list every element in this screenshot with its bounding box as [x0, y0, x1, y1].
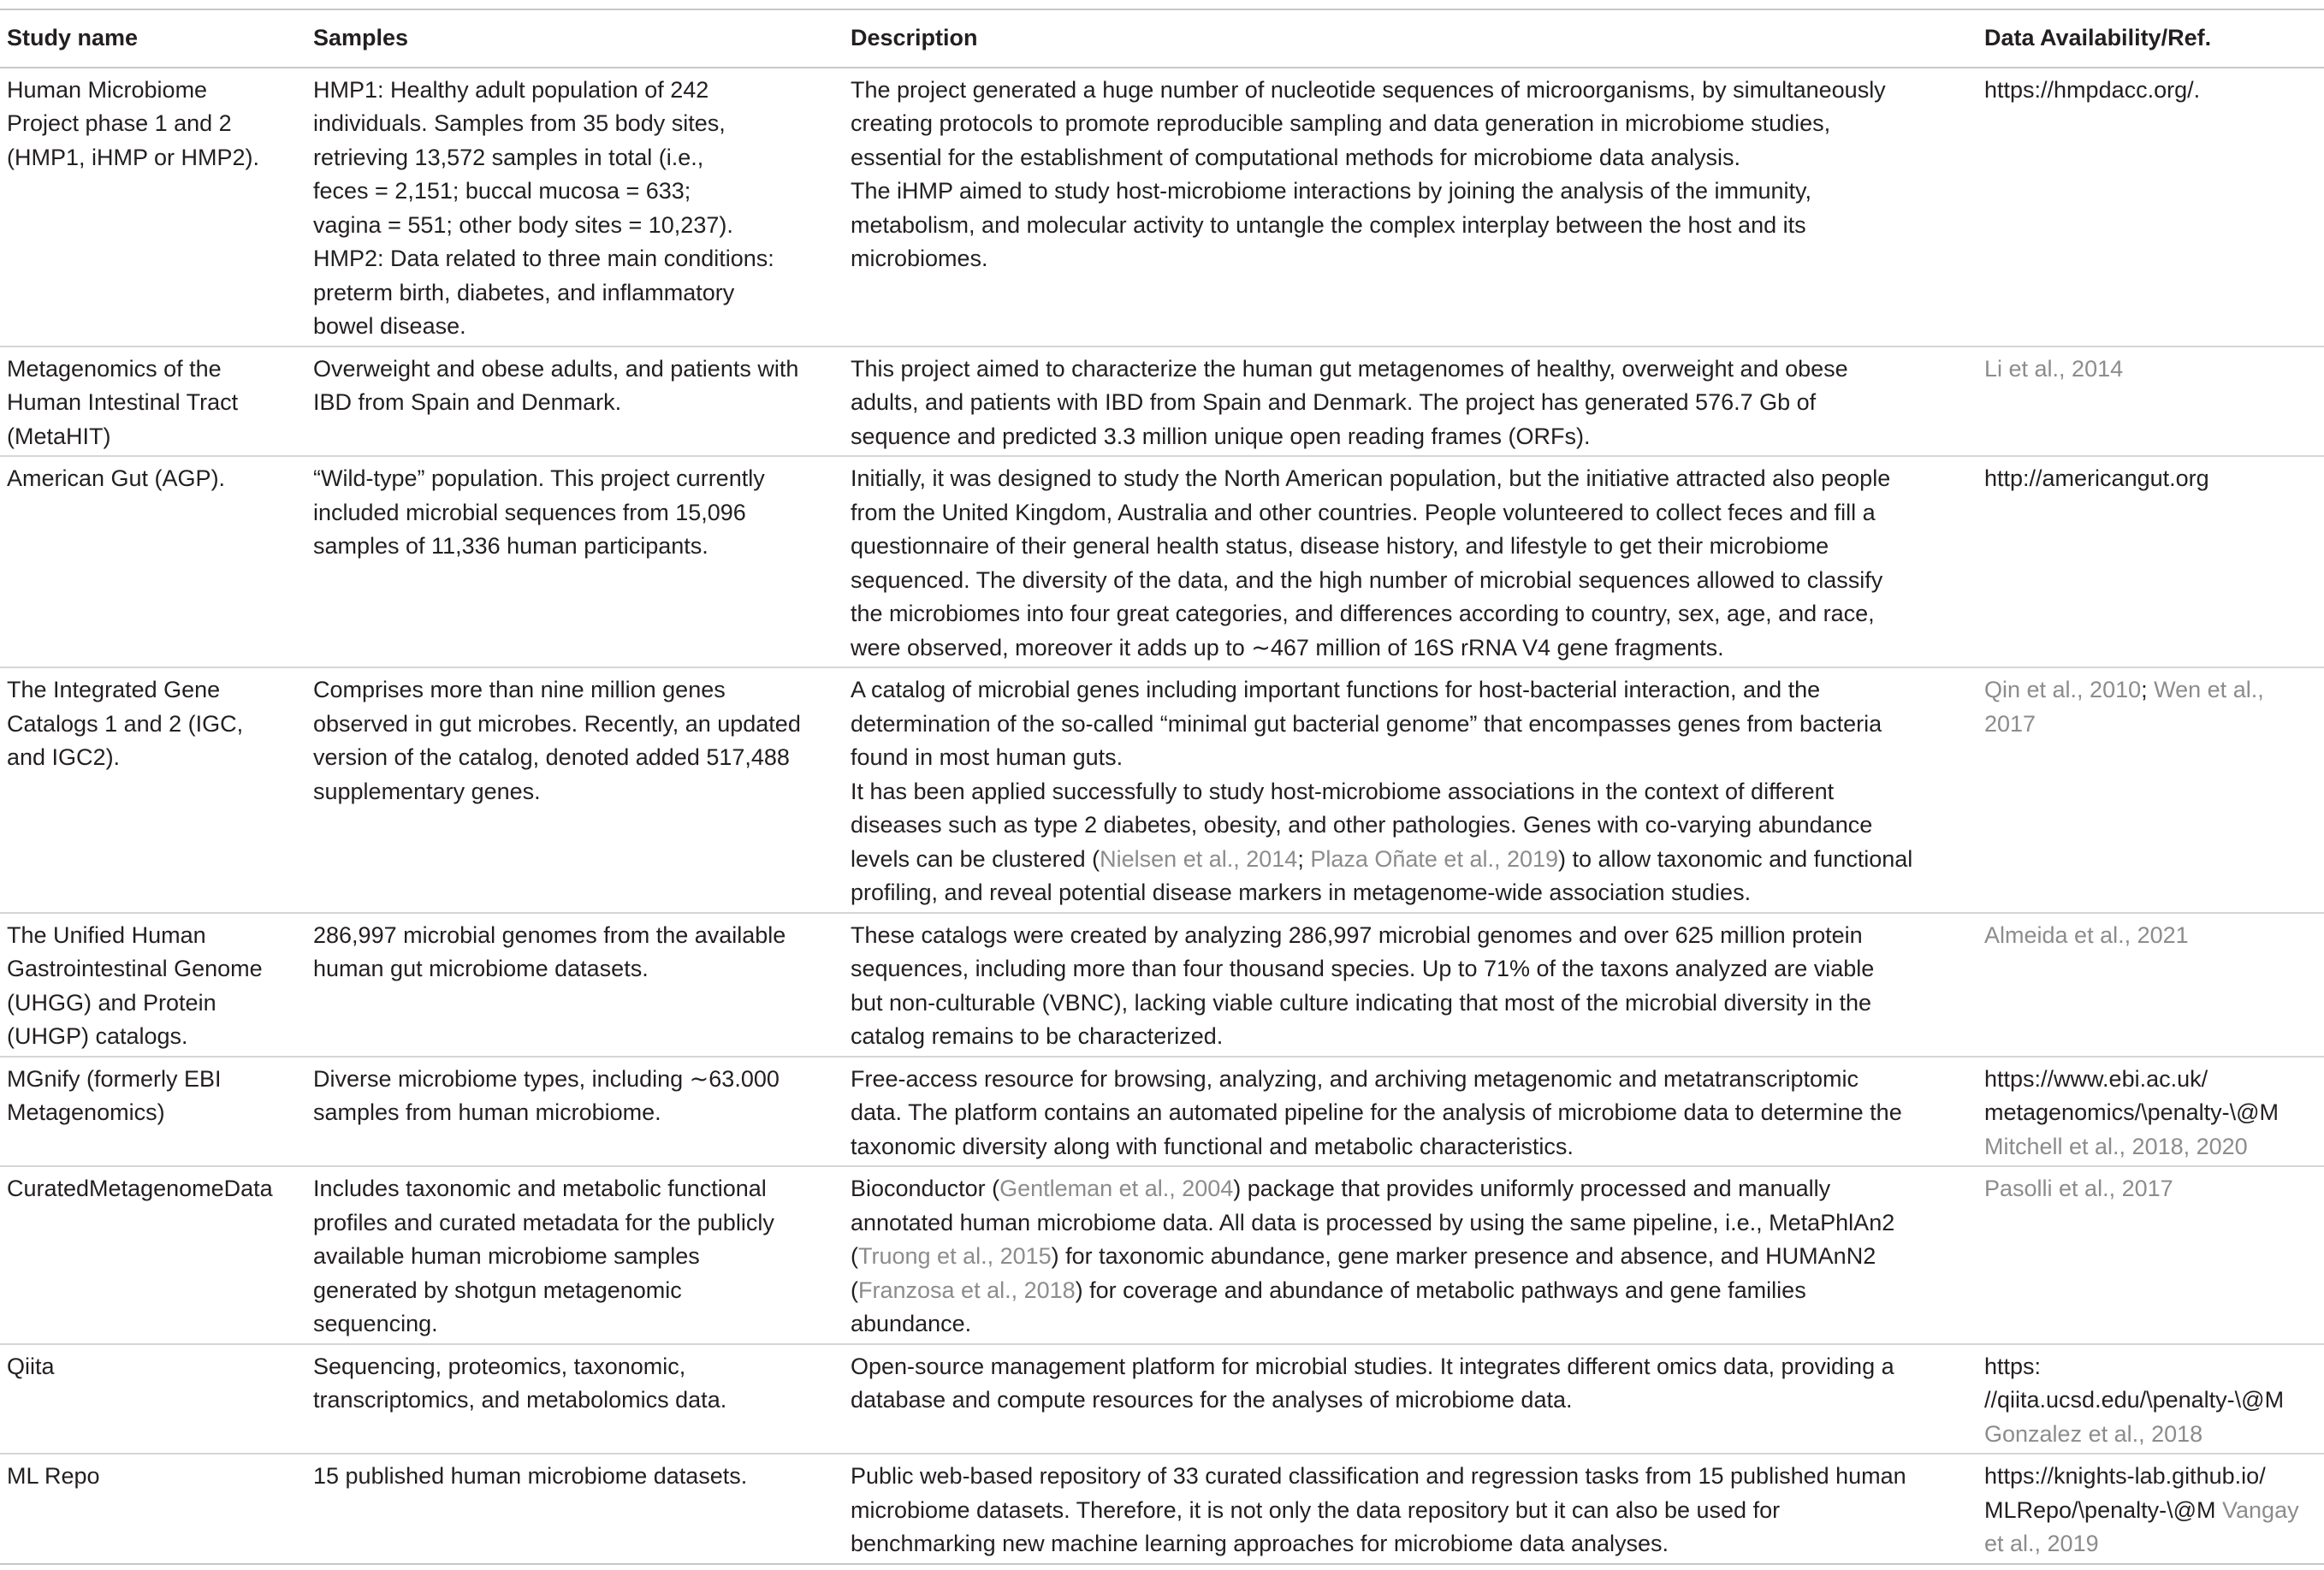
citation-link[interactable]: Li et al., 2014	[1984, 355, 2124, 382]
samples-cell	[306, 1344, 844, 1454]
text-line	[1984, 353, 2315, 387]
text-segment: essential for the establishment of computational methods for microbiome data analysis.	[851, 144, 1741, 170]
text-line: 15 published human microbiome datasets.	[313, 1463, 748, 1489]
description-cell	[844, 68, 1977, 347]
text-line	[851, 1172, 1969, 1206]
text-line: sequencing.	[313, 1311, 438, 1336]
citation-link[interactable]: Almeida et al., 2021	[1984, 921, 2189, 948]
text-line: Gastrointestinal Genome	[7, 956, 263, 981]
text-segment: were observed, moreover it adds up to ∼467 million of 16S rRNA V4 gene fragments.	[851, 634, 1724, 661]
text-segment: //qiita.ucsd.edu/\penalty-\@M	[1984, 1387, 2285, 1413]
url-link[interactable]: https://knights-lab.github.io/	[1984, 1463, 2266, 1489]
samples-cell	[306, 1166, 844, 1344]
text-line: Human Microbiome	[7, 76, 208, 103]
citation-link[interactable]: 2017	[1984, 710, 2036, 737]
text-line: Qiita	[7, 1353, 55, 1379]
header-samples: Samples	[306, 9, 844, 68]
table-row	[0, 1344, 2324, 1454]
text-segment: the microbiomes into four great categories, and differences according to country, sex, age, and race,	[851, 601, 1875, 626]
text-segment: determination of the so-called “minimal gut bacterial genome” that encompasses genes from bacteria	[851, 710, 1882, 737]
description-cell	[844, 1166, 1977, 1344]
text-line	[851, 1494, 1969, 1528]
samples-cell	[306, 456, 844, 667]
text-line	[851, 919, 1969, 953]
text-line	[851, 209, 1969, 243]
text-segment: ) package that provides uniformly processed and manually	[1233, 1176, 1831, 1201]
text-line	[851, 530, 1969, 564]
text-line: samples of 11,336 human participants.	[313, 533, 708, 559]
text-line	[851, 1240, 1969, 1274]
text-line: Human Intestinal Tract	[7, 389, 239, 415]
samples-cell	[306, 347, 844, 457]
table-row	[0, 347, 2324, 457]
table-header	[0, 9, 2324, 68]
text-line	[851, 741, 1969, 775]
text-line: 286,997 microbial genomes from the available	[313, 921, 786, 948]
text-segment: annotated human microbiome data. All data is processed by using the same pipeline, i.e., MetaPhlAn2	[851, 1209, 1895, 1235]
text-line: feces = 2,151; buccal mucosa = 633;	[313, 178, 691, 204]
text-segment: catalog remains to be characterized.	[851, 1023, 1224, 1049]
text-segment: It has been applied successfully to study host-microbiome associations in the context of different	[851, 778, 1835, 804]
text-line: version of the catalog, denoted added 517,488	[313, 744, 790, 770]
header-description: Description	[844, 9, 1977, 68]
text-line	[851, 1020, 1969, 1054]
text-line	[1984, 1350, 2315, 1384]
text-segment: diseases such as type 2 diabetes, obesity, and other pathologies. Genes with co-varying abundance	[851, 812, 1873, 838]
citation-link[interactable]: Gentleman et al., 2004	[999, 1176, 1234, 1201]
text-segment: database and compute resources for the analyses of microbiome data.	[851, 1387, 1573, 1413]
data-availability-cell	[1977, 667, 2324, 913]
text-line: American Gut (AGP).	[7, 465, 226, 491]
url-link[interactable]: http://americangut.org	[1984, 465, 2209, 491]
text-line	[851, 462, 1969, 496]
citation-link[interactable]: Mitchell et al., 2018, 2020	[1984, 1133, 2248, 1159]
description-cell	[844, 913, 1977, 1057]
citation-link[interactable]: Wen et al.,	[2154, 677, 2264, 702]
text-line	[851, 242, 1969, 276]
samples-cell	[306, 1057, 844, 1167]
text-line	[1984, 1063, 2315, 1097]
text-line	[1984, 1527, 2315, 1561]
text-line: human gut microbiome datasets.	[313, 956, 649, 981]
table-row	[0, 1057, 2324, 1167]
text-segment: metagenomics/\penalty-\@M	[1984, 1099, 2280, 1125]
data-availability-cell	[1977, 1057, 2324, 1167]
samples-cell	[306, 667, 844, 913]
citation-link[interactable]: Vangay	[2222, 1496, 2299, 1523]
text-line: preterm birth, diabetes, and inflammatory	[313, 279, 735, 305]
text-segment: This project aimed to characterize the human gut metagenomes of healthy, overweight and obese	[851, 355, 1848, 382]
text-line	[1984, 1460, 2315, 1494]
text-segment: ) to allow taxonomic and functional	[1558, 845, 1913, 872]
text-line	[851, 1206, 1969, 1241]
text-line: Comprises more than nine million genes	[313, 677, 726, 702]
table-row	[0, 456, 2324, 667]
text-line	[851, 353, 1969, 387]
text-line: “Wild-type” population. This project currently	[313, 465, 765, 491]
study-name-cell	[0, 1166, 306, 1344]
text-segment: levels can be clustered (	[851, 845, 1100, 872]
study-name-cell	[0, 1057, 306, 1167]
text-line	[851, 952, 1969, 986]
text-segment: Open-source management platform for microbial studies. It integrates different omics data, providing a	[851, 1353, 1894, 1379]
study-name-cell	[0, 1344, 306, 1454]
description-cell	[844, 667, 1977, 913]
text-line: Includes taxonomic and metabolic functional	[313, 1176, 767, 1201]
text-line	[851, 1350, 1969, 1384]
text-line	[1984, 74, 2315, 108]
text-line: The Integrated Gene	[7, 677, 221, 702]
study-name-cell	[0, 347, 306, 457]
text-line	[851, 809, 1969, 843]
table-row	[0, 1166, 2324, 1344]
header-data-availability: Data Availability/Ref.	[1977, 9, 2324, 68]
url-link[interactable]: https:	[1984, 1353, 2042, 1379]
citation-link[interactable]: Nielsen et al., 2014	[1100, 845, 1298, 872]
samples-cell	[306, 913, 844, 1057]
text-segment: Bioconductor (	[851, 1176, 1000, 1201]
url-link[interactable]: https://www.ebi.ac.uk/	[1984, 1065, 2208, 1092]
text-segment: sequence and predicted 3.3 million unique open reading frames (ORFs).	[851, 423, 1591, 449]
table-row	[0, 1454, 2324, 1564]
table-row	[0, 68, 2324, 347]
text-segment: ;	[1297, 845, 1311, 872]
text-segment: profiling, and reveal potential disease markers in metagenome-wide association studies.	[851, 880, 1752, 905]
description-cell	[844, 1057, 1977, 1167]
text-line: Metagenomics)	[7, 1099, 165, 1125]
text-line	[851, 1130, 1969, 1164]
text-line: Sequencing, proteomics, taxonomic,	[313, 1353, 686, 1379]
text-line: available human microbiome samples	[313, 1243, 700, 1269]
description-cell	[844, 347, 1977, 457]
data-availability-cell	[1977, 1454, 2324, 1564]
text-line	[1984, 708, 2315, 742]
citation-link[interactable]: Qin et al., 2010	[1984, 677, 2142, 702]
text-segment: from the United Kingdom, Australia and other countries. People volunteered to collect feces and fill a	[851, 499, 1876, 525]
text-line	[1984, 1130, 2315, 1164]
study-name-cell	[0, 913, 306, 1057]
text-line: Diverse microbiome types, including ∼63.000	[313, 1065, 780, 1092]
text-line	[851, 107, 1969, 141]
text-line	[851, 986, 1969, 1021]
text-line: The Unified Human	[7, 921, 206, 948]
text-segment: sequenced. The diversity of the data, and the high number of microbial sequences allowed to classify	[851, 566, 1883, 593]
text-segment: (	[851, 1277, 858, 1303]
text-line	[851, 386, 1969, 420]
citation-link[interactable]: Pasolli et al., 2017	[1984, 1176, 2173, 1201]
text-line	[851, 420, 1969, 454]
text-line	[1984, 1383, 2315, 1418]
samples-cell	[306, 68, 844, 347]
text-line: (UHGP) catalogs.	[7, 1023, 188, 1049]
text-segment: MLRepo/\penalty-\@M	[1984, 1496, 2223, 1523]
study-name-cell	[0, 667, 306, 913]
text-segment: The project generated a huge number of nucleotide sequences of microorganisms, by simultaneously	[851, 76, 1886, 103]
text-line: samples from human microbiome.	[313, 1099, 661, 1125]
text-line: profiles and curated metadata for the publicly	[313, 1209, 774, 1235]
header-study-name: Study name	[0, 9, 306, 68]
text-line: Overweight and obese adults, and patients with	[313, 355, 799, 382]
text-segment: taxonomic diversity along with functional and metabolic characteristics.	[851, 1133, 1574, 1159]
text-line: and IGC2).	[7, 744, 121, 770]
text-line	[1984, 1494, 2315, 1528]
text-line	[851, 1096, 1969, 1130]
text-line: ML Repo	[7, 1463, 100, 1489]
text-line	[1984, 1172, 2315, 1206]
text-segment: data. The platform contains an automated pipeline for the analysis of microbiome data to determine the	[851, 1099, 1902, 1125]
text-line: (MetaHIT)	[7, 423, 111, 449]
text-line: bowel disease.	[313, 313, 466, 339]
text-segment: creating protocols to promote reproducible sampling and data generation in microbiome studies,	[851, 110, 1831, 136]
text-line	[851, 1274, 1969, 1308]
text-line	[1984, 673, 2315, 708]
microbiome-resources-table	[0, 9, 2324, 1565]
text-segment: Public web-based repository of 33 curated classification and regression tasks from 15 published human	[851, 1463, 1906, 1489]
text-segment: Free-access resource for browsing, analyzing, and archiving metagenomic and metatranscriptomic	[851, 1065, 1859, 1092]
text-segment: (	[851, 1243, 858, 1269]
text-segment: ) for coverage and abundance of metabolic pathways and gene families	[1075, 1277, 1806, 1303]
text-line	[851, 74, 1969, 108]
study-name-cell	[0, 1454, 306, 1564]
text-line: Project phase 1 and 2	[7, 110, 232, 136]
citation-link[interactable]: Gonzalez et al., 2018	[1984, 1420, 2203, 1447]
text-line	[851, 1383, 1969, 1418]
citation-link[interactable]: et al., 2019	[1984, 1531, 2099, 1556]
citation-link[interactable]: Plaza Oñate et al., 2019	[1310, 845, 1559, 872]
text-line: Metagenomics of the	[7, 355, 222, 382]
description-cell	[844, 1454, 1977, 1564]
text-line: IBD from Spain and Denmark.	[313, 389, 622, 415]
text-segment: abundance.	[851, 1311, 972, 1336]
text-segment: but non-culturable (VBNC), lacking viable culture indicating that most of the microbial diversity in the	[851, 989, 1872, 1016]
text-line: included microbial sequences from 15,096	[313, 499, 746, 525]
text-line: (HMP1, iHMP or HMP2).	[7, 144, 260, 170]
text-segment: microbiome datasets. Therefore, it is not only the data repository but it can also be used for	[851, 1496, 1781, 1523]
text-line	[1984, 1096, 2315, 1130]
table-body	[0, 68, 2324, 1564]
text-line: MGnify (formerly EBI	[7, 1065, 222, 1092]
text-line	[851, 1460, 1969, 1494]
text-segment: adults, and patients with IBD from Spain and Denmark. The project has generated 576.7 Gb of	[851, 389, 1817, 415]
text-segment: The iHMP aimed to study host-microbiome interactions by joining the analysis of the immunity,	[851, 178, 1811, 204]
text-segment: Initially, it was designed to study the North American population, but the initiative attracted also people	[851, 465, 1891, 491]
text-line: individuals. Samples from 35 body sites,	[313, 110, 726, 136]
table-row	[0, 913, 2324, 1057]
text-line	[851, 876, 1969, 910]
text-line: CuratedMetagenomeData	[7, 1176, 273, 1201]
study-name-cell	[0, 68, 306, 347]
text-line	[851, 175, 1969, 209]
text-line: Catalogs 1 and 2 (IGC,	[7, 710, 244, 737]
text-line	[851, 564, 1969, 598]
text-segment: ) for taxonomic abundance, gene marker presence and absence, and HUMAnN2	[1051, 1243, 1876, 1269]
text-line	[851, 631, 1969, 666]
text-line: HMP1: Healthy adult population of 242	[313, 76, 709, 103]
data-availability-cell	[1977, 347, 2324, 457]
text-line: HMP2: Data related to three main conditions:	[313, 246, 774, 271]
text-segment: ;	[2141, 677, 2155, 702]
text-line	[851, 673, 1969, 708]
text-line: vagina = 551; other body sites = 10,237).	[313, 211, 733, 238]
text-line: supplementary genes.	[313, 778, 541, 804]
data-availability-cell	[1977, 68, 2324, 347]
text-line	[851, 1527, 1969, 1561]
text-line: observed in gut microbes. Recently, an updated	[313, 710, 801, 737]
text-line	[851, 597, 1969, 631]
samples-cell	[306, 1454, 844, 1564]
text-line	[851, 775, 1969, 809]
table-row	[0, 667, 2324, 913]
text-segment: microbiomes.	[851, 246, 988, 271]
text-segment: questionnaire of their general health status, disease history, and lifestyle to get their microbiome	[851, 533, 1829, 559]
text-line	[1984, 462, 2315, 496]
text-line	[851, 1307, 1969, 1342]
text-segment: metabolism, and molecular activity to untangle the complex interplay between the host and its	[851, 211, 1806, 238]
text-line	[851, 708, 1969, 742]
text-line	[851, 843, 1969, 877]
text-line	[851, 1063, 1969, 1097]
text-segment: benchmarking new machine learning approaches for microbiome data analyses.	[851, 1531, 1669, 1556]
citation-link[interactable]: Truong et al., 2015	[858, 1243, 1052, 1269]
text-line: transcriptomics, and metabolomics data.	[313, 1387, 727, 1413]
text-segment: These catalogs were created by analyzing 286,997 microbial genomes and over 625 million protein	[851, 921, 1863, 948]
data-availability-cell	[1977, 456, 2324, 667]
text-segment: found in most human guts.	[851, 744, 1123, 770]
header-row	[0, 9, 2324, 68]
text-segment: A catalog of microbial genes including important functions for host-bacterial interaction, and the	[851, 677, 1821, 702]
text-line	[1984, 1418, 2315, 1452]
description-cell	[844, 1344, 1977, 1454]
text-line	[851, 141, 1969, 175]
url-link[interactable]: https://hmpdacc.org/.	[1984, 76, 2201, 103]
text-line: generated by shotgun metagenomic	[313, 1277, 682, 1303]
data-availability-cell	[1977, 913, 2324, 1057]
text-line: retrieving 13,572 samples in total (i.e.,	[313, 144, 704, 170]
text-line: (UHGG) and Protein	[7, 989, 216, 1016]
text-line	[1984, 919, 2315, 953]
data-availability-cell	[1977, 1166, 2324, 1344]
text-segment: sequences, including more than four thousand species. Up to 71% of the taxons analyzed are viable	[851, 956, 1875, 981]
citation-link[interactable]: Franzosa et al., 2018	[858, 1277, 1076, 1303]
study-name-cell	[0, 456, 306, 667]
data-availability-cell	[1977, 1344, 2324, 1454]
text-line	[851, 496, 1969, 530]
description-cell	[844, 456, 1977, 667]
